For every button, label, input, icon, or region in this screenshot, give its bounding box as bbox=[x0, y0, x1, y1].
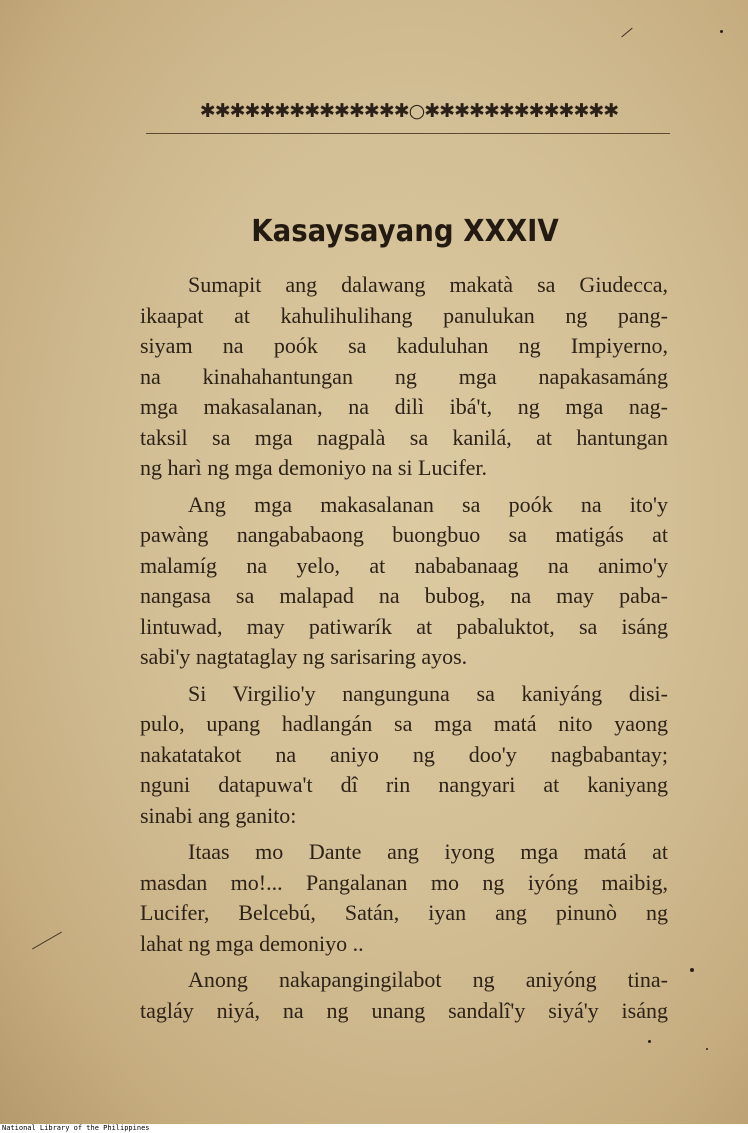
text-line: nakatatakot na aniyo ng doo'y nagbabantay; bbox=[140, 741, 668, 767]
chapter-title: Kasaysayang XXXIV bbox=[251, 214, 559, 249]
text-line: nguni datapuwa't dî rin nangyari at kaniyang bbox=[140, 772, 668, 797]
text-line: siyam na poók sa kaduluhan ng Impiyerno, bbox=[140, 333, 668, 358]
paragraph-5 bbox=[140, 965, 668, 1026]
paragraph-1 bbox=[140, 270, 668, 484]
text-line: mga makasalanan, na dilì ibá't, ng mga nag- bbox=[140, 394, 668, 419]
paper-speck bbox=[706, 1048, 708, 1050]
text-line: Anong nakapangingilabot ng aniyóng tina- bbox=[188, 967, 668, 992]
text-line: lahat ng mga demoniyo .. bbox=[140, 930, 364, 956]
text-line: nangasa sa malapad na bubog, na may paba- bbox=[140, 583, 668, 608]
text-line: lintuwad, may patiwarík at pabaluktot, sa isáng bbox=[140, 613, 668, 639]
pen-mark bbox=[32, 932, 62, 950]
text-line: pulo, upang hadlangán sa mga matá nito yaong bbox=[140, 711, 668, 736]
text-line: Ang mga makasalanan sa poók na ito'y bbox=[188, 491, 668, 517]
text-line: ng harì ng mga demoniyo na si Lucifer. bbox=[140, 455, 488, 480]
text-line: masdan mo!... Pangalanan mo ng iyóng maibig, bbox=[140, 869, 668, 895]
text-line: Lucifer, Belcebú, Satán, iyan ang pinunò ng bbox=[140, 900, 668, 925]
paper-speck bbox=[690, 968, 694, 972]
paragraph-4 bbox=[140, 837, 668, 959]
text-line: sabi'y nagtataglay ng sarisaring ayos. bbox=[140, 644, 468, 669]
text-line: malamíg na yelo, at nababanaag na animo'y bbox=[140, 552, 668, 578]
paper-speck bbox=[720, 30, 723, 33]
paragraph-2 bbox=[140, 490, 668, 673]
text-line: pawàng nangababaong buongbuo sa matigás at bbox=[140, 522, 668, 547]
body-text bbox=[140, 270, 668, 1026]
text-line: sinabi ang ganito: bbox=[140, 802, 297, 828]
text-line: Sumapit ang dalawang makatà sa Giudecca, bbox=[188, 272, 668, 297]
paragraph-3 bbox=[140, 679, 668, 832]
text-line: Si Virgilio'y nangunguna sa kaniyáng disi- bbox=[188, 680, 668, 706]
paper-speck bbox=[648, 1040, 651, 1043]
text-line: na kinahahantungan ng mga napakasamáng bbox=[140, 363, 668, 389]
text-line: tagláy niyá, na ng unang sandalî'y siyá'y isáng bbox=[140, 997, 668, 1023]
text-line: ikaapat at kahulihulihang panulukan ng pang- bbox=[140, 302, 668, 328]
text-line: taksil sa mga nagpalà sa kanilá, at hantungan bbox=[140, 424, 668, 450]
pen-mark bbox=[621, 28, 632, 38]
text-line: Itaas mo Dante ang iyong mga matá at bbox=[188, 839, 668, 864]
header-ornament: ✱✱✱✱✱✱✱✱✱✱✱✱✱✱○✱✱✱✱✱✱✱✱✱✱✱✱✱ bbox=[199, 100, 619, 122]
header-rule bbox=[146, 133, 670, 134]
footer-attribution: National Library of the Philippines bbox=[0, 1124, 748, 1133]
